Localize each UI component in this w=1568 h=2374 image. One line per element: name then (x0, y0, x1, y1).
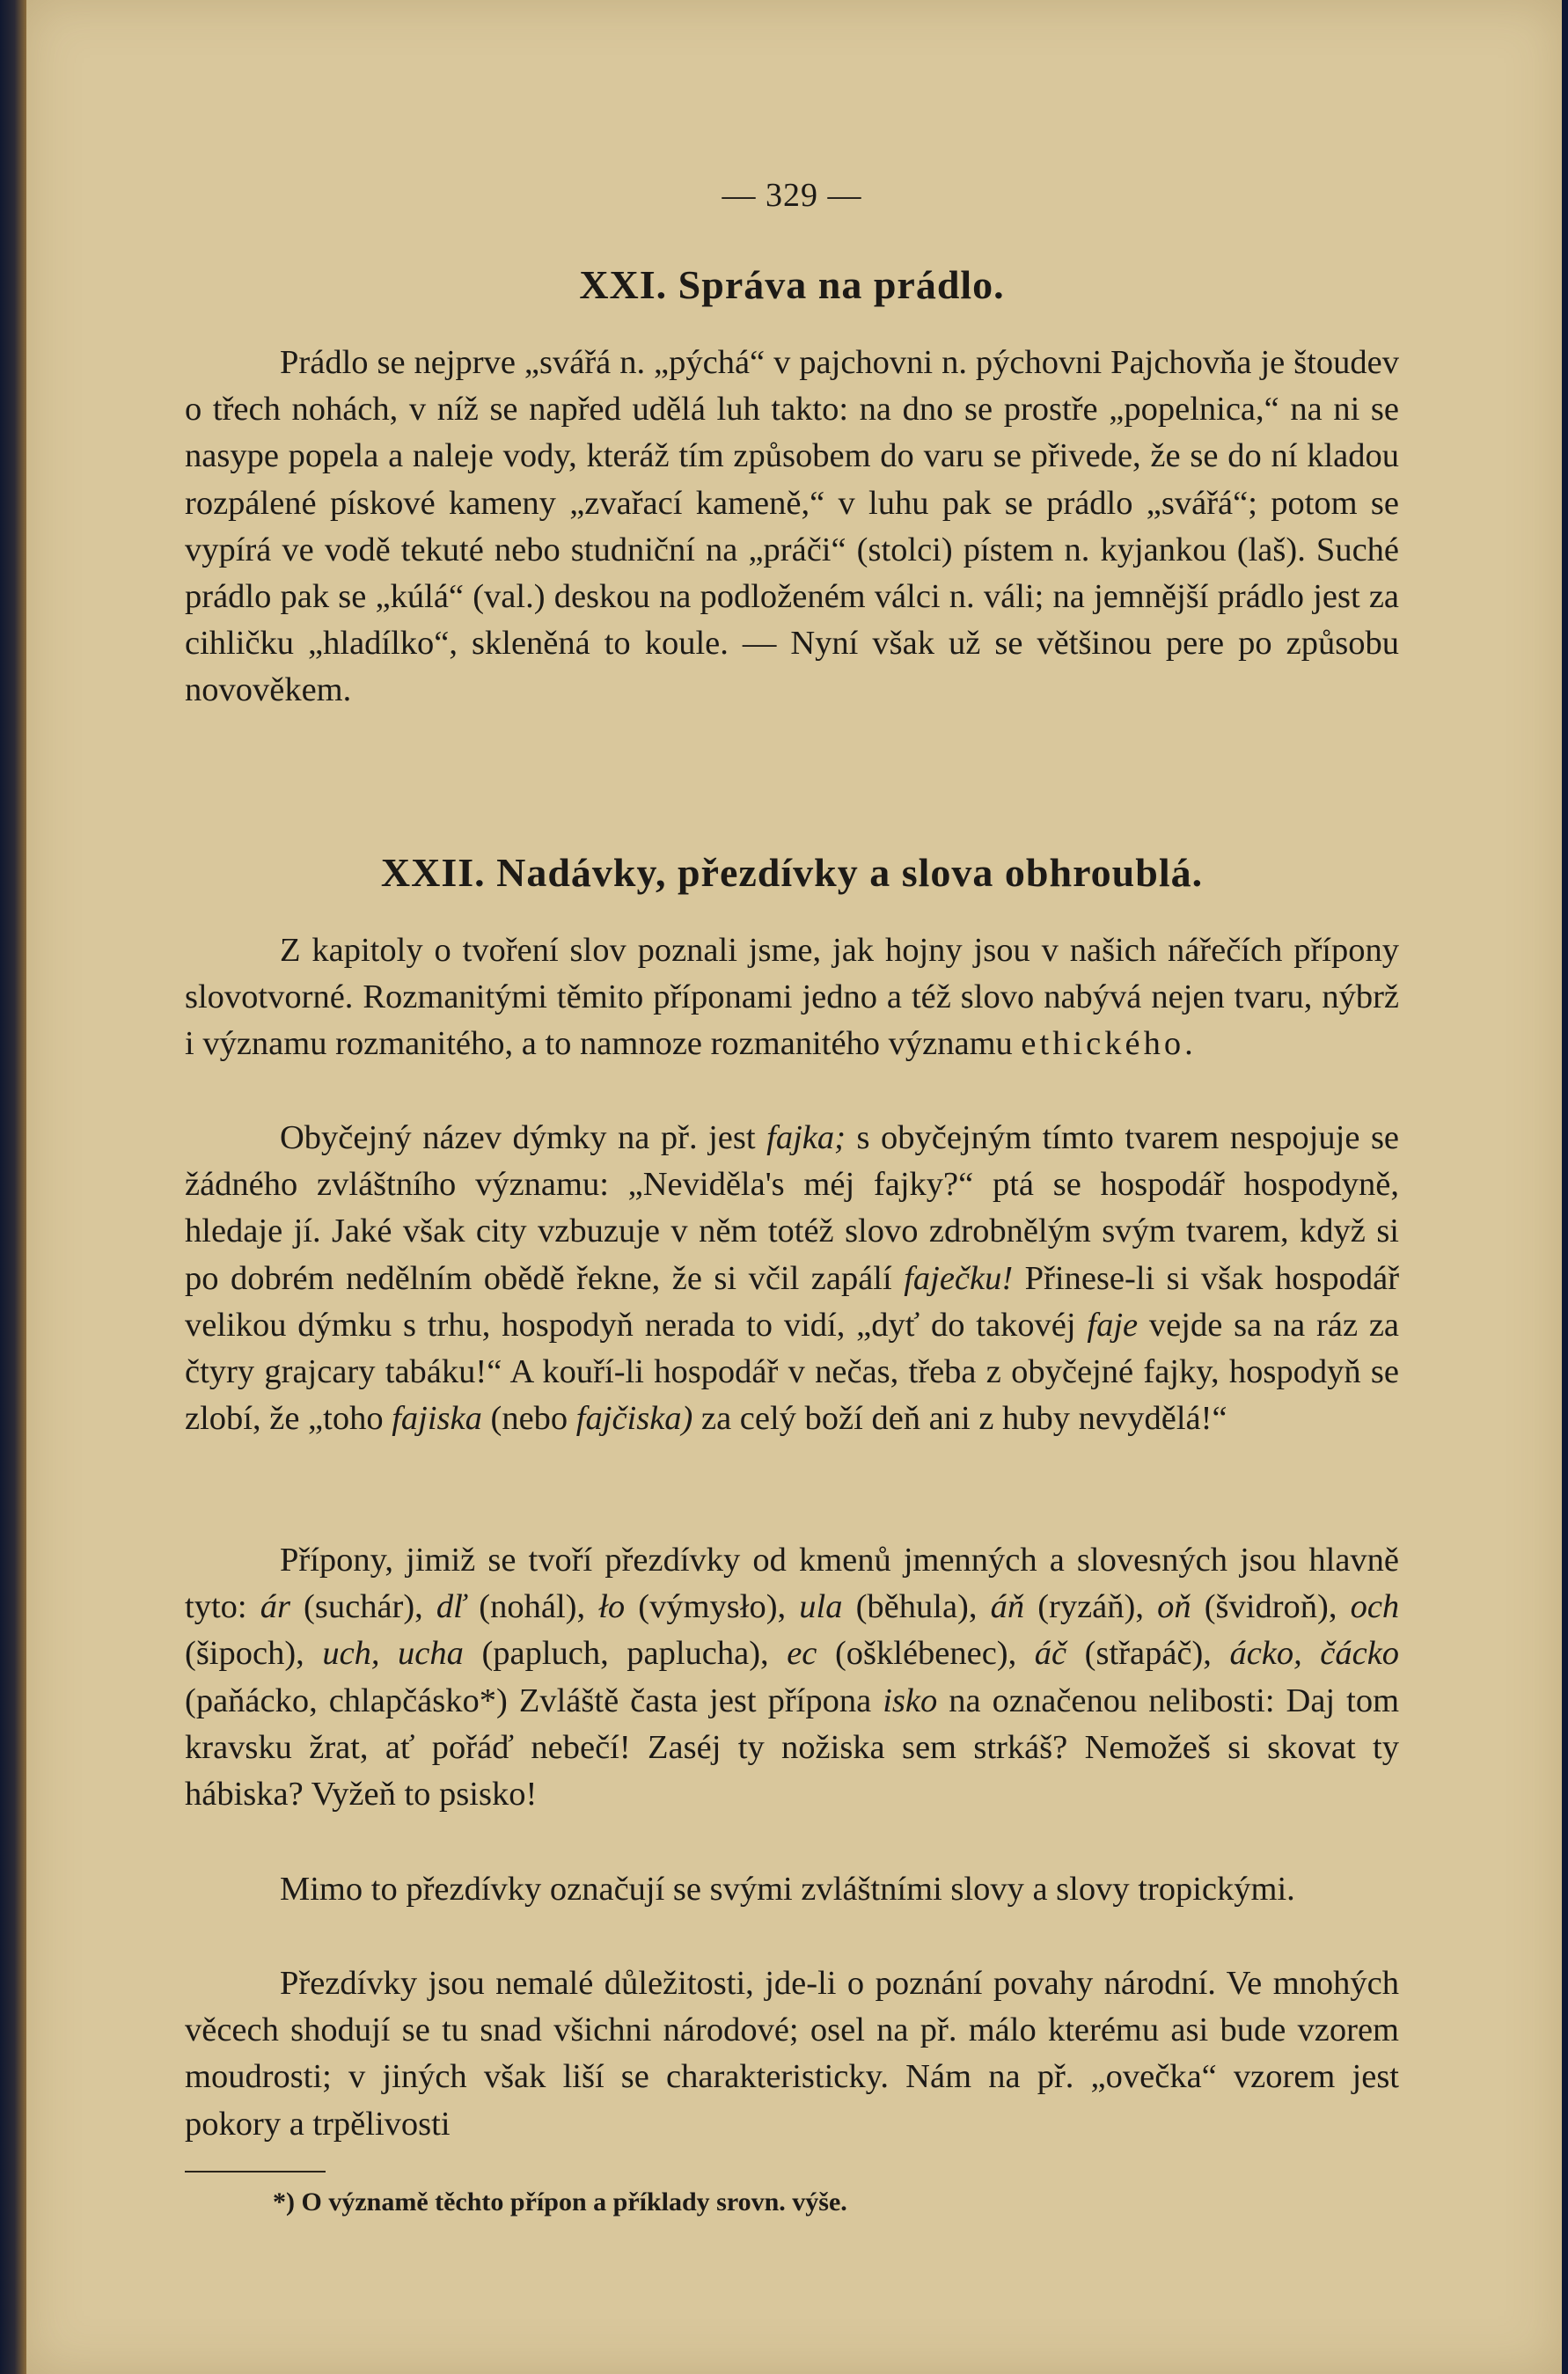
p3-text-c: na označenou nelibosti: Daj tom kravsku žrat, ať pořáď nebečí! Zaséj ty nožiska sem strkáš? Nemožeš si skovat ty hábiska? Vyžeň to psisko! (185, 1682, 1400, 1813)
book-page (26, 0, 1562, 2374)
suffix-och-example: (šipoch), (185, 1635, 304, 1673)
p2-word-fajka: fajka; (766, 1119, 846, 1156)
p2-text-c: Přinese-li si však hospodář velikou dýmku s trhu, hospodyň nerada to vidí, „dyť do takovéj (185, 1259, 1400, 1344)
p2-text-a: Obyčejný název dýmky na př. jest (280, 1119, 756, 1156)
page-number: — 329 — (722, 177, 862, 214)
p2-text-d: vejde sa na ráz za čtyry grajcary tabáku!“ A kouří-li hospodář v nečas, třeba z obyčejné fajky, hospodyň se zlobí, že „toho (185, 1306, 1400, 1438)
p3-text-b: Zvláště časta jest přípona (518, 1682, 872, 1719)
section-22-paragraph-5: Přezdívky jsou nemalé důležitosti, jde-li o poznání povahy národní. Ve mnohých věcech shodují se tu snad všichni národové; osel na př. málo kterému asi bude vzorem moudrosti; v jiných však liší se charakteristicky. Nám na př. „ovečka“ vzorem jest pokory a trpělivosti (185, 1965, 1399, 2143)
p2-word-fajiska: fajiska (392, 1400, 482, 1438)
suffix-ac: áč (1034, 1635, 1067, 1673)
suffix-acko-example: (paňácko, chlapčásko*) (185, 1682, 508, 1719)
suffix-an: áň (990, 1588, 1025, 1626)
suffix-on-example: (švidroň), (1204, 1588, 1337, 1626)
suffix-lo: ło (598, 1588, 626, 1626)
p2-text-e: (nebo (490, 1400, 568, 1438)
p2-word-fajciska: fajčiska) (575, 1400, 693, 1438)
suffix-ec-example: (ošklébenec), (834, 1635, 1017, 1673)
suffix-ula: ula (799, 1588, 843, 1626)
p1-spaced-word: ethického. (1021, 1025, 1197, 1063)
section-22-paragraph-2 (185, 1115, 1399, 1442)
suffix-uch-example: (papluch, paplucha), (481, 1635, 769, 1673)
suffix-dl-example: (nohál), (479, 1588, 586, 1626)
book-spine (0, 0, 26, 2374)
suffix-ula-example: (běhula), (855, 1588, 978, 1626)
section-21-paragraph: Prádlo se nejprve „svářá n. „pýchá“ v pajchovni n. pýchovni Pajchovňa je štoudev o třech nohách, v níž se napřed udělá luh takto: na dno se prostře „popelnica,“ na ni se nasype popela a naleje vody, kteráž tím způsobem do varu se přivede, že se do ní kladou rozpálené pískové kameny „zvařací kameně,“ v luhu pak se prádlo „svářá“; potom se vypírá ve vodě tekuté nebo studniční na „práči“ (stolci) pístem n. kyjankou (laš). Suché prádlo pak se „kúlá“ (val.) deskou na podloženém válci n. váli; na jemnější prádlo jest za cihličku „hladílko“, skleněná to koule. — Nyní však už se většinou pere po způsobu novověkem. (185, 344, 1399, 709)
suffix-dl: dľ (436, 1588, 466, 1626)
suffix-acko: ácko, čácko (1229, 1635, 1400, 1673)
section-22-paragraph-4: Mimo to přezdívky označují se svými zvláštními slovy a slovy tropickými. (280, 1871, 1295, 1908)
suffix-lo-example: (výmysło), (638, 1588, 787, 1626)
p2-text-f: za celý boží deň ani z huby nevydělá!“ (701, 1400, 1227, 1438)
section-22-title: XXII. Nadávky, přezdívky a slova obhroublá. (380, 850, 1204, 895)
footnote: *) O významě těchto přípon a příklady srovn. výše. (273, 2187, 847, 2216)
suffix-isko: isko (883, 1682, 938, 1719)
suffix-an-example: (ryzáň), (1037, 1588, 1144, 1626)
suffix-och: och (1350, 1588, 1400, 1626)
p2-word-faje: faje (1087, 1306, 1139, 1344)
suffix-uch: uch, ucha (322, 1635, 464, 1673)
p2-text-b: s obyčejným tímto tvarem nespojuje se žádného zvláštního významu: „Neviděla's méj fajky?“ ptá se hospodář hospodyně, hledaje jí. Jaké však city vzbuzuje v něm totéž slovo zdrobnělým svým tvarem, když si po dobrém nedělním obědě řekne, že si včil zapálí (185, 1119, 1400, 1297)
suffix-on: oň (1157, 1588, 1191, 1626)
p2-word-fajecku: faječku! (904, 1259, 1014, 1297)
suffix-ar: ár (260, 1588, 290, 1626)
p1-text: Z kapitoly o tvoření slov poznali jsme, jak hojny jsou v našich nářečích přípony slovotvorné. Rozmanitými těmito příponami jedno a též slovo nabývá nejen tvaru, nýbrž i významu rozmanitého, a to namnoze rozmanitého významu (185, 932, 1399, 1063)
p3-text-a: Přípony, jimiž se tvoří přezdívky od kmenů jmenných a slovesných jsou hlavně tyto: (185, 1542, 1399, 1626)
footnote-rule (185, 2171, 326, 2173)
section-22-paragraph-1 (185, 927, 1399, 1068)
suffix-ar-example: (suchár), (304, 1588, 423, 1626)
section-21-title: XXI. Správa na prádlo. (579, 262, 1005, 307)
suffix-ec: ec (787, 1635, 817, 1673)
suffix-ac-example: (střapáč), (1084, 1635, 1212, 1673)
section-22-paragraph-3 (185, 1537, 1399, 1818)
